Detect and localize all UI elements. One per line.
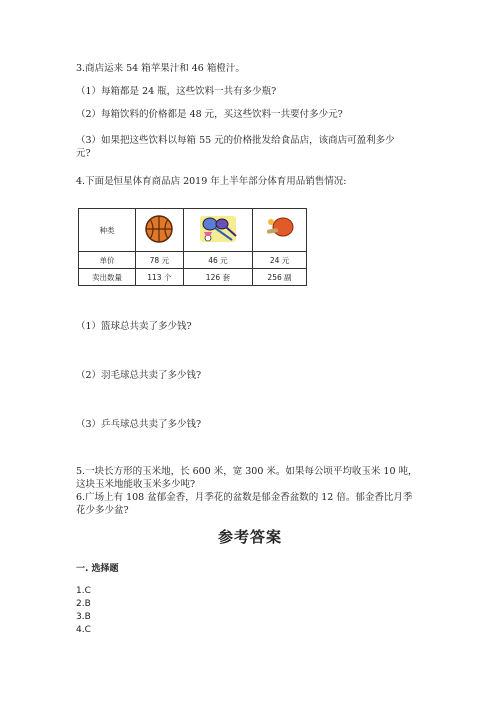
qty-basketball: 113 个: [136, 269, 184, 286]
q3-sub3-line2: 元?: [76, 148, 91, 159]
q4-stem: 4.下面是恒星体育商品店 2019 年上半年部分体育用品销售情况:: [76, 176, 347, 187]
row-label-quantity: 卖出数量: [79, 269, 136, 286]
answers-section-heading: 一. 选择题: [76, 564, 119, 574]
qty-badminton: 126 套: [183, 269, 252, 286]
q3-stem: 3.商店运来 54 箱苹果汁和 46 箱橙汁。: [76, 63, 245, 74]
answer-item: 3.B: [76, 612, 91, 622]
ping-pong-icon: [263, 216, 297, 242]
badminton-icon: [196, 212, 240, 246]
q4-sub2: （2）羽毛球总共卖了多少钱?: [76, 370, 202, 381]
ping-pong-cell: [253, 209, 307, 252]
q4-sub1: （1）篮球总共卖了多少钱?: [76, 321, 192, 332]
price-badminton: 46 元: [183, 252, 252, 269]
qty-ping-pong: 256 副: [253, 269, 307, 286]
badminton-cell: [183, 209, 252, 252]
q3-sub3-line1: （3）如果把这些饮料以每箱 55 元的价格批发给食品店，该商店可盈利多少: [76, 135, 395, 146]
row-label-price: 单价: [79, 252, 136, 269]
answer-item: 2.B: [76, 599, 91, 609]
q6-line2: 花少多少盆?: [76, 505, 129, 516]
price-basketball: 78 元: [136, 252, 184, 269]
answers-title: 参考答案: [217, 528, 282, 546]
q3-sub1: （1）每箱都是 24 瓶，这些饮料一共有多少瓶?: [76, 86, 277, 97]
q5-line1: 5.一块长方形的玉米地，长 600 米，宽 300 米。如果每公顷平均收玉米 10 吨，: [76, 466, 418, 477]
q3-sub2: （2）每箱饮料的价格都是 48 元，买这些饮料一共要付多少元?: [76, 109, 343, 120]
q6-line1: 6.广场上有 108 盆郁金香，月季花的盆数是郁金香盆数的 12 倍。郁金香比月季: [76, 492, 413, 503]
q5-line2: 这块玉米地能收玉米多少吨?: [76, 479, 196, 490]
basketball-icon: [144, 214, 174, 244]
basketball-cell: [136, 209, 184, 252]
row-label-kind: 种类: [79, 209, 136, 252]
price-ping-pong: 24 元: [253, 252, 307, 269]
q4-sub3: （3）乒乓球总共卖了多少钱?: [76, 419, 202, 430]
sales-table: [78, 208, 307, 286]
answer-item: 1.C: [76, 586, 91, 596]
answer-item: 4.C: [76, 625, 91, 635]
